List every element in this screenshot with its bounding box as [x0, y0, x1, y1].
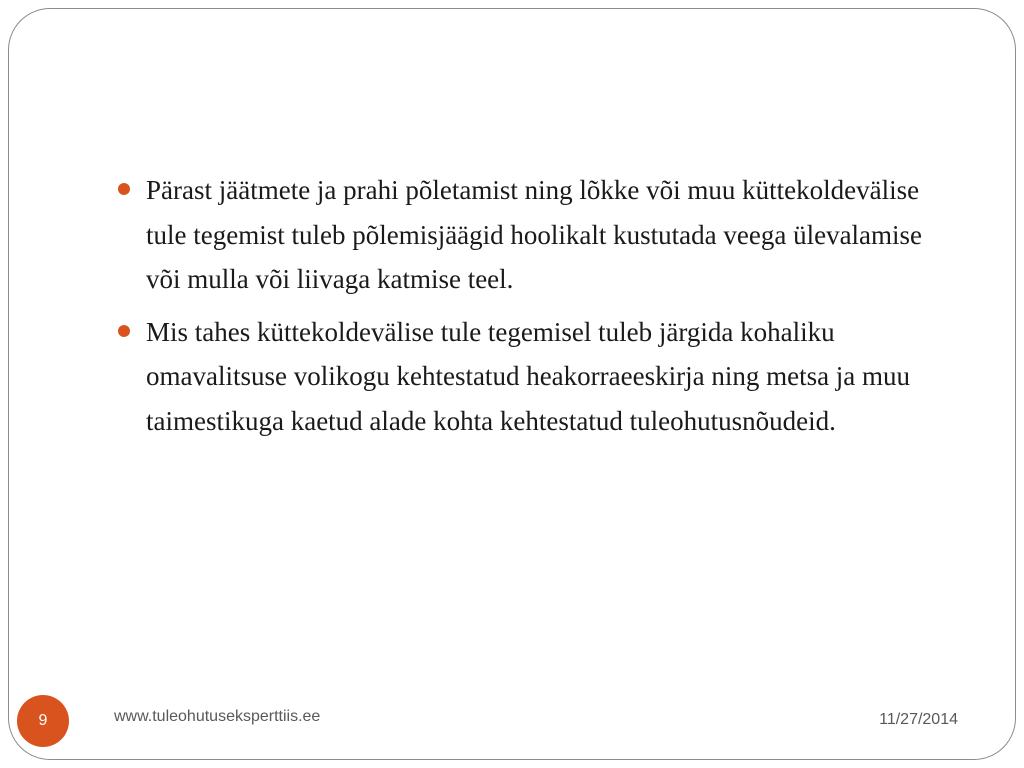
footer-url: www.tuleohutuseksperttiis.ee	[114, 708, 321, 725]
page-number-badge	[17, 695, 69, 747]
bullet-item	[118, 168, 948, 302]
bullet-dot-icon	[118, 183, 130, 195]
bullet-text: Pärast jäätmete ja prahi põletamist ning lõkke või muu küttekoldevälise tule tegemist tuleb põlemisjäägid hoolikalt kustutada veega ülevalamise või mulla või liivaga katmise teel.	[146, 175, 923, 294]
bullet-item	[118, 310, 948, 444]
page-number: 9	[38, 712, 48, 729]
bullet-text: Mis tahes küttekoldevälise tule tegemisel tuleb järgida kohaliku omavalitsuse volikogu kehtestatud heakorraeeskirja ning metsa ja muu taimestikuga kaetud alade kohta kehtestatud tuleohutusnõudeid.	[146, 316, 911, 436]
bullet-dot-icon	[118, 325, 130, 337]
bullet-list	[118, 168, 948, 451]
footer-date: 11/27/2014	[879, 711, 958, 728]
